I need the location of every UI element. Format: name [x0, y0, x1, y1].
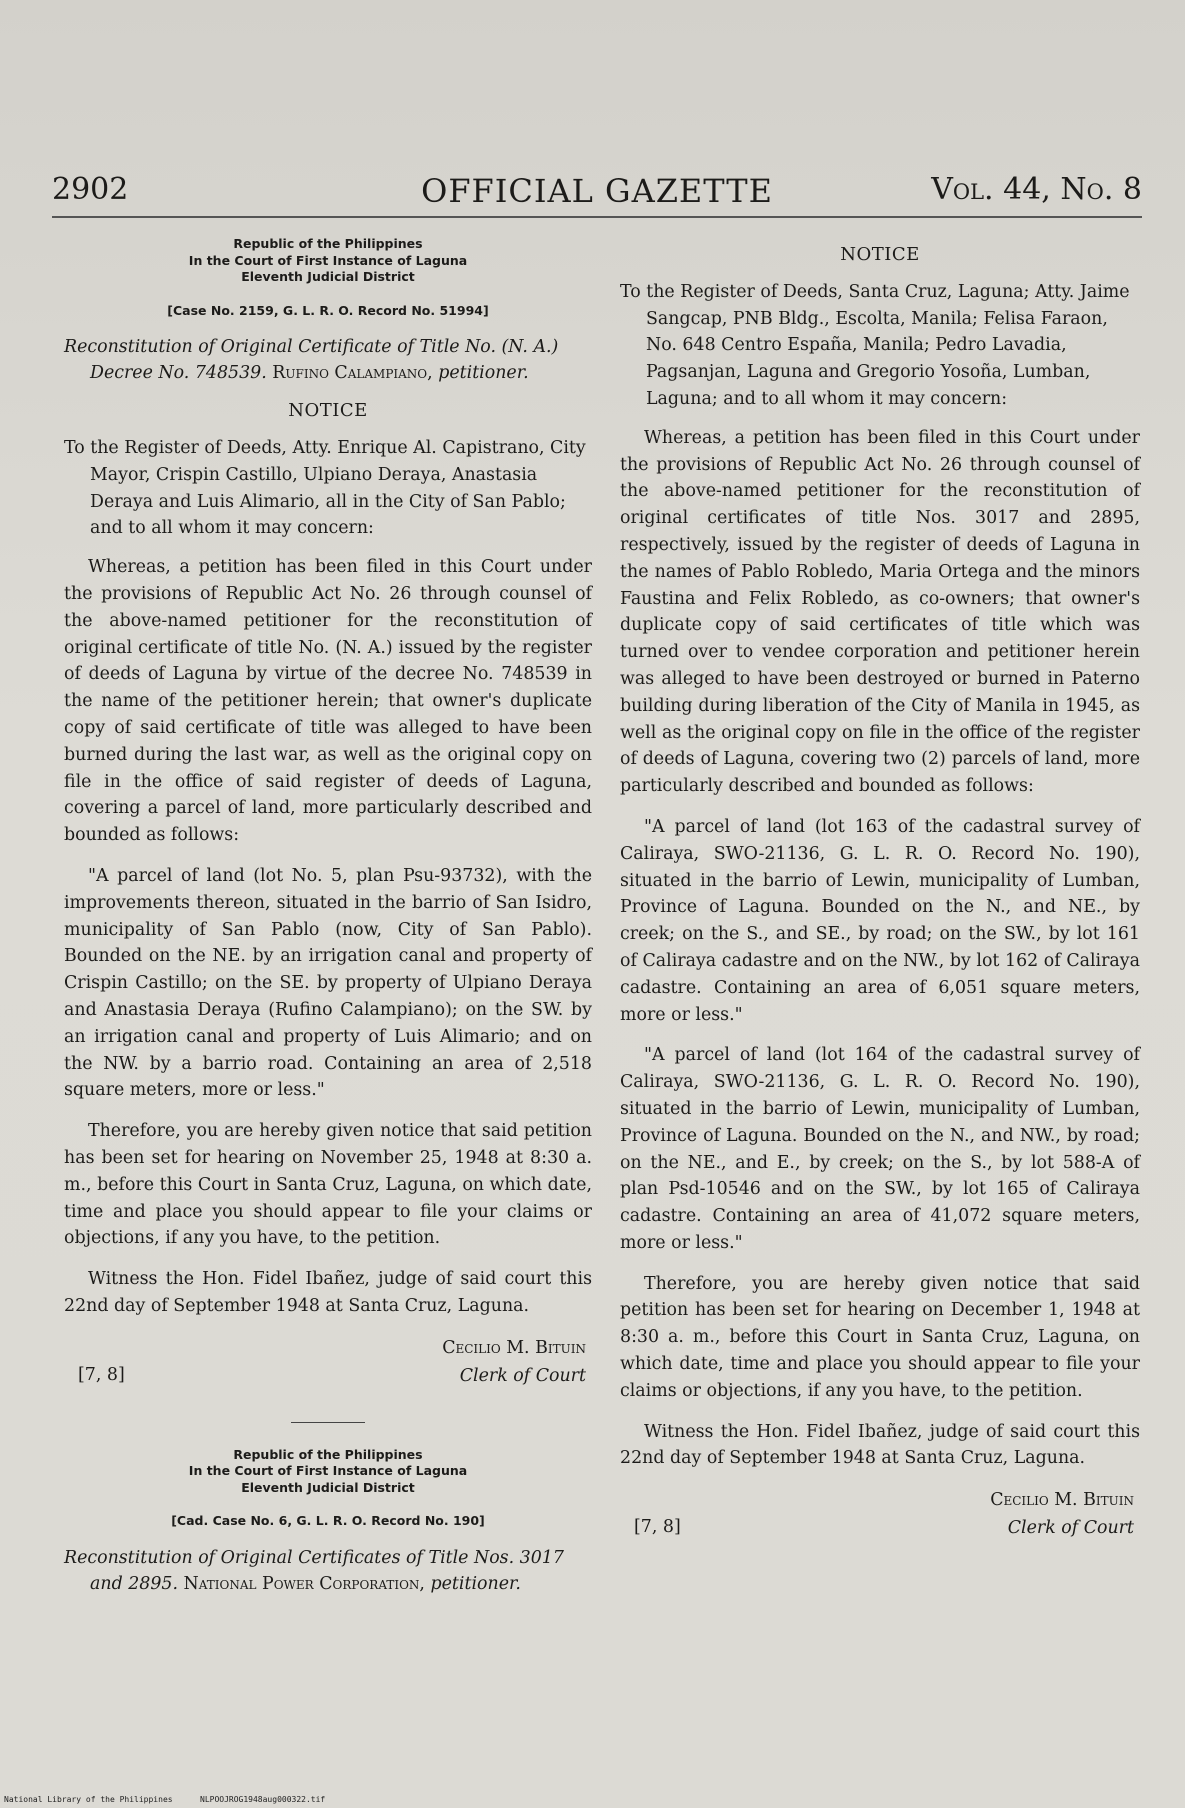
case-title-text: Reconstitution of Original Certificate of Title No. (N. A.) Decree No. 748539.: [64, 337, 559, 384]
page-number: 2902: [52, 172, 129, 207]
paragraph: "A parcel of land (lot No. 5, plan Psu-93732), with the improvements thereon, situated in the barrio of San Isidro, municipality of San Pablo (now, City of San Pablo). Bounded on the NE. by an irrigation canal and property of Crispin Castillo; on the SE. by property of Ulpiano Deraya and Anastasia Deraya (Rufino Calampiano); on the SW. by an irrigation canal and property of Luis Alimario; and on the NW. by a barrio road. Containing an area of 2,518 square meters, more or less.": [64, 866, 592, 1101]
petitioner-name: Rufino Calampiano,: [272, 363, 433, 384]
case-number: [Cad. Case No. 6, G. L. R. O. Record No. 190]: [171, 1513, 485, 1529]
signer-name: Cecilio M. Bituin: [442, 1337, 586, 1358]
page-header: [52, 172, 1142, 222]
paragraph: Witness the Hon. Fidel Ibañez, judge of said court this 22nd day of September 1948 at Santa Cruz, Laguna.: [620, 1421, 1140, 1469]
signer-name: Cecilio M. Bituin: [990, 1490, 1134, 1511]
issue-reference: [7, 8]: [634, 1517, 681, 1538]
paragraph: "A parcel of land (lot 163 of the cadastral survey of Caliraya, SWO-21136, G. L. R. O. Record No. 190), situated in the barrio of Lewin, municipality of Lumban, Province of Laguna. Bounded on the N., and NE., by creek; on the S., and SE., by road; on the SW., by lot 161 of Caliraya cadastre and on the NW., by lot 162 of Caliraya cadastre. Containing an area of 6,051 square meters, more or less.": [620, 816, 1140, 1025]
paragraph: Whereas, a petition has been filed in this Court under the provisions of Republic Act No. 26 through counsel of the above-named petitioner for the reconstitution of original certificates of title Nos. 3017 and 2895, respectively, issued by the register of deeds of Laguna in the names of Pablo Robledo, Maria Ortega and the minors Faustina and Felix Robledo, as co-owners; that owner's duplicate copy of said certificates of title which was turned over to vendee corporation and petitioner herein was alleged to have been destroyed or burned in Paterno building during liberation of the City of Manila in 1945, as well as the original copy on file in the office of the register of deeds of Laguna, covering two (2) parcels of land, more particularly described and bounded as follows:: [620, 427, 1140, 797]
petitioner-name: National Power Corporation,: [183, 1574, 425, 1595]
court-line: Republic of the Philippines: [233, 236, 423, 251]
volume-number: Vol. 44, No. 8: [931, 172, 1142, 207]
addressees: To the Register of Deeds, Atty. Enrique Al. Capistrano, City Mayor, Crispin Castillo, Ulpiano Deraya, Anastasia Deraya and Luis Alimario, all in the City of San Pablo; and to all whom it may concern:: [64, 438, 586, 539]
paragraph: Therefore, you are hereby given notice that said petition has been set for hearing on November 25, 1948 at 8:30 a. m., before this Court in Santa Cruz, Laguna, on which date, time and place you should appear to file your claims or objections, if any you have, to the petition.: [64, 1121, 592, 1249]
left-column: [64, 236, 592, 1609]
paragraph: "A parcel of land (lot 164 of the cadastral survey of Caliraya, SWO-21136, G. L. R. O. Record No. 190), situated in the barrio of Lewin, municipality of Lumban, Province of Laguna. Bounded on the N., and NW., by road; on the NE., and E., by creek; on the S., by lot 588-A of plan Psd-10546 and on the SW., by lot 165 of Caliraya cadastre. Containing an area of 41,072 square meters, more or less.": [620, 1045, 1140, 1253]
petitioner-role: petitioner.: [438, 363, 529, 384]
paragraph: Therefore, you are hereby given notice that said petition has been set for hearing on December 1, 1948 at 8:30 a. m., before this Court in Santa Cruz, Laguna, on which date, time and place you should appear to file your claims or objections, if any you have, to the petition.: [620, 1273, 1140, 1401]
publication-title: OFFICIAL GAZETTE: [421, 172, 773, 210]
header-rule: [52, 216, 1142, 218]
section-divider: [291, 1422, 365, 1423]
court-line: Eleventh Judicial District: [241, 1479, 415, 1495]
paragraph: Whereas, a petition has been filed in this Court under the provisions of Republic Act No. 26 through counsel of the above-named petitioner for the reconstitution of original certificate of title No. (N. A.) issued by the register of deeds of Laguna by virtue of the decree No. 748539 in the name of the petitioner herein; that owner's duplicate copy of said certificate of title was alleged to have been burned during the last war, as well as the original copy on file in the office of said register of deeds of Laguna, covering a parcel of land, more particularly described and bounded as follows:: [64, 557, 592, 846]
signer-role: Clerk of Court: [459, 1365, 586, 1386]
case-title: [64, 1545, 592, 1597]
scan-filename: NLPOOJROG1948aug000322.tif: [200, 1795, 326, 1804]
signature-block: [620, 1486, 1140, 1548]
notice-heading: NOTICE: [840, 244, 920, 265]
petitioner-role: petitioner.: [430, 1574, 521, 1595]
addressees: To the Register of Deeds, Santa Cruz, Laguna; Atty. Jaime Sangcap, PNB Bldg., Escolta, Manila; Felisa Faraon, No. 648 Centro España, Manila; Pedro Lavadia, Pagsanjan, Laguna and Gregorio Yosoña, Lumban, Laguna; and to all whom it may concern:: [620, 281, 1130, 409]
case-title: [64, 334, 592, 386]
case-number: [Case No. 2159, G. L. R. O. Record No. 51994]: [167, 302, 489, 318]
court-line: In the Court of First Instance of Laguna: [188, 252, 468, 268]
issue-reference: [7, 8]: [78, 1364, 125, 1385]
notice-heading: NOTICE: [288, 400, 368, 422]
court-line: Eleventh Judicial District: [241, 269, 415, 284]
paragraph: Witness the Hon. Fidel Ibañez, judge of said court this 22nd day of September 1948 at Santa Cruz, Laguna.: [64, 1269, 592, 1316]
court-heading: [64, 236, 592, 286]
signer-role: Clerk of Court: [1007, 1518, 1134, 1539]
signature-block: [64, 1334, 592, 1396]
case-title-text: Reconstitution of Original Certificates of Title Nos. 3017 and 2895.: [64, 1548, 564, 1595]
scan-source: National Library of the Philippines: [4, 1795, 173, 1804]
court-line: Republic of the Philippines: [233, 1446, 423, 1462]
court-line: In the Court of First Instance of Laguna: [188, 1463, 468, 1479]
right-column: [620, 236, 1140, 1548]
court-heading: [64, 1447, 592, 1497]
